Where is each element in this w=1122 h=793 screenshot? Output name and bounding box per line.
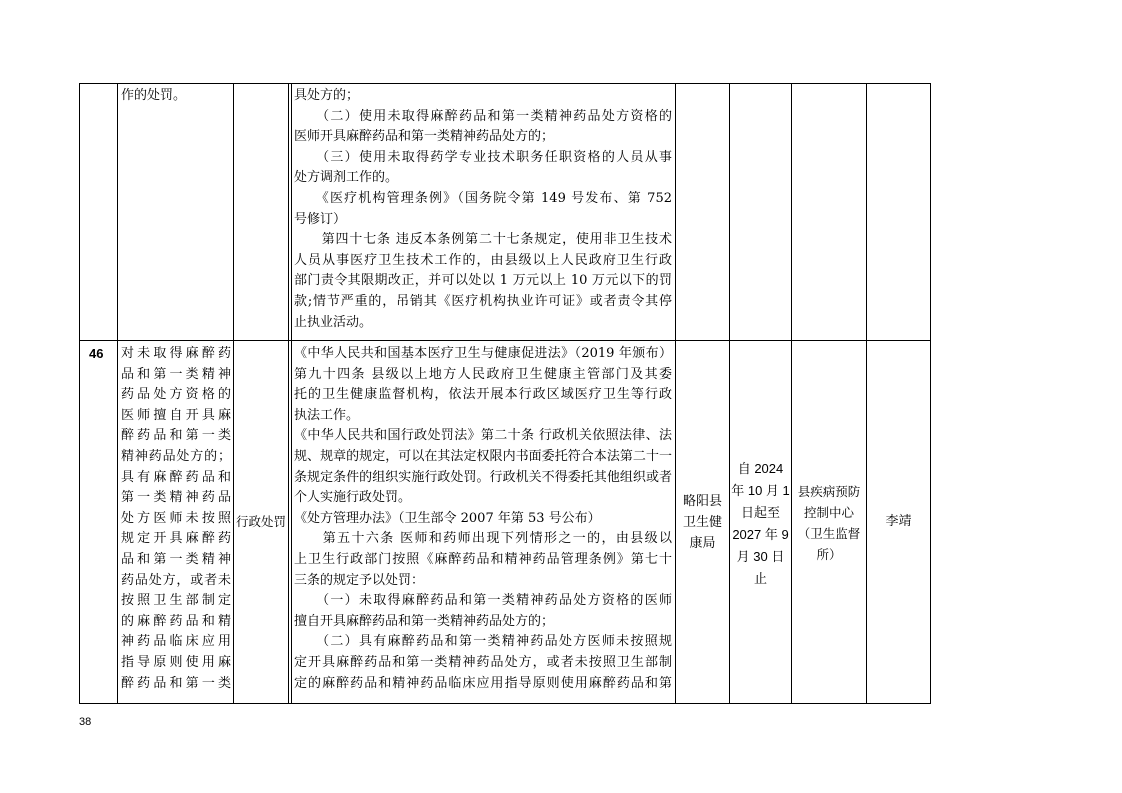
entrusting-org-cell xyxy=(676,491,729,554)
item-line: 对未取得麻醉药 xyxy=(121,346,231,361)
period-line: 自 2024 xyxy=(737,461,784,476)
col-border-1 xyxy=(117,83,118,704)
basis-line: 第五十六条 医师和药师出现下列情形之一的，由县级以 xyxy=(294,531,672,547)
col-border-6 xyxy=(791,83,792,704)
item-line: 药品处方资格的 xyxy=(121,387,231,403)
period-line: 年 10 月 1 xyxy=(731,483,790,498)
basis-line: 上卫生行政部门按照《麻醉药品和精神药品管理条例》第七十 xyxy=(294,551,672,567)
item-line: 第一类精神药品 xyxy=(121,490,231,506)
period-line: 日起至 xyxy=(740,505,780,520)
col-border-3b xyxy=(291,83,292,704)
col-border-7 xyxy=(866,83,867,704)
top-basis-line: 部门责令其限期改正，并可以处以 1 万元以上 10 万元以下的罚 xyxy=(294,273,672,289)
col-border-8 xyxy=(930,83,931,704)
top-basis-line: 具处方的； xyxy=(294,88,360,103)
top-basis-line: 款;情节严重的，吊销其《医疗机构执业许可证》或者责令其停 xyxy=(294,293,672,309)
category-cell xyxy=(234,512,288,533)
item-line: 品和第一类精神 xyxy=(121,551,231,567)
entrusting-org-line: 略阳县 xyxy=(682,494,722,509)
item-line: 品和第一类精神 xyxy=(121,366,231,382)
col-border-5 xyxy=(729,83,730,704)
basis-line: 个人实施行政处罚。 xyxy=(294,490,412,506)
col-border-3 xyxy=(288,83,289,704)
basis-line: 托的卫生健康监督机构，依法开展本行政区域医疗卫生等行政 xyxy=(294,387,672,403)
top-basis-line: 止执业活动。 xyxy=(294,314,373,330)
item-line: 醉药品和第一类 xyxy=(121,428,231,444)
entrusted-org-line: 控制中心 xyxy=(803,505,854,520)
item-line: 药品处方，或者未 xyxy=(121,572,231,588)
top-row-basis-cell xyxy=(294,86,672,333)
contact-cell xyxy=(867,512,930,533)
row46-basis-cell xyxy=(294,344,672,694)
basis-line: 定开具麻醉药品和第一类精神药品处方，或者未按照卫生部制 xyxy=(294,654,672,670)
basis-line: 《中华人民共和国行政处罚法》第二十条 行政机关依照法律、法 xyxy=(294,428,672,444)
top-basis-line: 人员从事医疗卫生技术工作的，由县级以上人民政府卫生行政 xyxy=(294,252,672,268)
entrusted-org-line: （卫生监督 xyxy=(797,526,861,541)
top-basis-line: （三）使用未取得药学专业技术职务任职资格的人员从事 xyxy=(294,149,672,165)
item-line: 精神药品处方的； xyxy=(121,448,231,464)
basis-line: 擅自开具麻醉药品和第一类精神药品处方的； xyxy=(294,613,555,629)
entrusting-org-line: 卫生健 xyxy=(682,515,722,530)
basis-line: 规、规章的规定，可以在其法定权限内书面委托符合本法第二十一 xyxy=(294,448,672,464)
entrusting-org-line: 康局 xyxy=(689,536,716,551)
col-border-4 xyxy=(675,83,676,704)
period-line: 止 xyxy=(753,571,767,586)
basis-line: 《处方管理办法》（卫生部令 2007 年第 53 号公布） xyxy=(294,510,601,526)
row-number: 46 xyxy=(89,346,104,361)
basis-line: 执法工作。 xyxy=(294,407,360,423)
item-line: 医师擅自开具麻 xyxy=(121,407,231,423)
top-item-line: 作的处罚。 xyxy=(121,88,187,103)
basis-line: 条规定条件的组织实施行政处罚。行政机关不得委托其他组织或者 xyxy=(294,469,672,485)
basis-line: （二）具有麻醉药品和第一类精神药品处方医师未按照规 xyxy=(294,634,672,650)
top-basis-line: 医师开具麻醉药品和第一类精神药品处方的； xyxy=(294,129,555,145)
top-basis-line: （二）使用未取得麻醉药品和第一类精神药品处方资格的 xyxy=(294,108,672,124)
category-text: 行政处罚 xyxy=(235,514,286,529)
period-cell xyxy=(730,458,791,590)
item-line: 的麻醉药品和精 xyxy=(121,613,231,629)
item-line: 按照卫生部制定 xyxy=(121,593,231,609)
basis-line: 《中华人民共和国基本医疗卫生与健康促进法》（2019 年颁布） xyxy=(294,346,672,361)
item-line: 具有麻醉药品和 xyxy=(121,469,231,485)
col-border-2 xyxy=(233,83,234,704)
top-basis-line: 第四十七条 违反本条例第二十七条规定，使用非卫生技术 xyxy=(294,232,672,248)
entrusted-org-line: 所） xyxy=(816,547,842,562)
top-basis-line: 号修订） xyxy=(294,211,347,227)
period-line: 2027 年 9 xyxy=(732,527,789,542)
row-divider xyxy=(79,340,931,341)
basis-line: 第九十四条 县级以上地方人民政府卫生健康主管部门及其委 xyxy=(294,366,672,382)
item-line: 神药品临床应用 xyxy=(121,634,231,650)
item-line: 处方医师未按照 xyxy=(121,510,231,526)
basis-line: （一）未取得麻醉药品和第一类精神药品处方资格的医师 xyxy=(294,593,672,609)
basis-line: 定的麻醉药品和精神药品临床应用指导原则使用麻醉药品和第 xyxy=(294,675,672,691)
table-bottom-border xyxy=(79,703,931,704)
entrusted-org-cell xyxy=(792,481,866,565)
top-row-item-cell xyxy=(121,86,231,107)
contact-name: 李靖 xyxy=(885,514,912,529)
top-basis-line: 《医疗机构管理条例》（国务院令第 149 号发布、第 752 xyxy=(294,190,672,206)
period-line: 月 30 日 xyxy=(736,549,785,564)
item-line: 醉药品和第一类 xyxy=(121,675,231,691)
basis-line: 三条的规定予以处罚： xyxy=(294,572,425,588)
item-line: 规定开具麻醉药 xyxy=(121,531,231,547)
col-border-0 xyxy=(79,83,80,704)
page-number: 38 xyxy=(79,716,92,728)
entrusted-org-line: 县疾病预防 xyxy=(797,484,861,499)
item-line: 指导原则使用麻 xyxy=(121,654,231,670)
table-top-border xyxy=(79,83,931,84)
row46-item-cell xyxy=(121,344,231,694)
top-basis-line: 处方调剂工作的。 xyxy=(294,170,399,186)
